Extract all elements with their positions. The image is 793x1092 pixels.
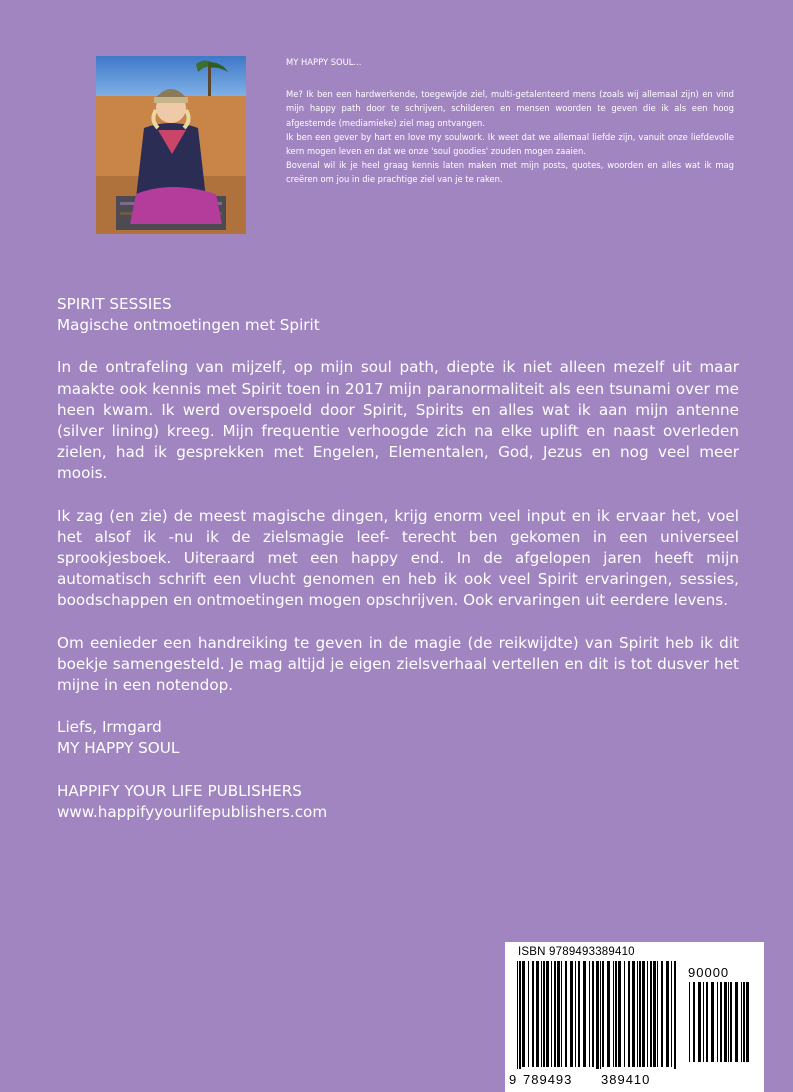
signoff: Liefs, Irmgard <box>57 718 162 737</box>
barcode-bar <box>522 961 525 1067</box>
barcode-bar <box>706 982 708 1062</box>
barcode-bar <box>653 961 656 1067</box>
barcode-bar <box>698 982 701 1062</box>
barcode-bar <box>720 982 722 1062</box>
barcode-bar <box>717 982 718 1062</box>
addon-barcode-bars <box>687 982 753 1078</box>
barcode-bar <box>565 961 567 1067</box>
barcode-bar <box>596 961 599 1069</box>
barcode-bar <box>730 982 732 1062</box>
barcode-bar <box>650 961 652 1067</box>
barcode-bar <box>618 961 621 1067</box>
barcode-bar <box>607 961 610 1067</box>
barcode-bar <box>589 961 590 1067</box>
barcode-bar <box>743 982 745 1062</box>
barcode-bar <box>624 961 625 1067</box>
bio-paragraph: Bovenal wil ik je heel graag kennis laten maken met mijn posts, quotes, woorden en alles wat ik mag creëren om jou in die prachtige ziel van je te raken. <box>286 160 734 185</box>
barcode-bar <box>551 961 552 1067</box>
book-subtitle: Magische ontmoetingen met Spirit <box>57 316 320 335</box>
barcode-bar <box>541 961 542 1067</box>
barcode-digits-right: 389410 <box>601 1072 651 1087</box>
barcode-bar <box>639 961 641 1067</box>
bio-title: MY HAPPY SOUL... <box>286 57 362 67</box>
barcode-bar <box>583 961 586 1067</box>
barcode-bar <box>671 961 672 1067</box>
barcode-bar <box>728 982 729 1062</box>
blurb-paragraph: Ik zag (en zie) de meest magische dingen, krijg enorm veel input en ik ervaar het, voel het alsof ik -nu ik de zielsmagie leef- terecht ben gekomen in een universeel sprookjesboek. Uiteraard met een happy end. In de afgelopen jaren heeft mijn automatisch schrift een vlucht genomen en heb ik ook veel Spirit ervaringen, sessies, boodschappen en ontmoetingen mogen opschrijven. Ook ervaringen uit eerdere levens. <box>57 506 739 610</box>
barcode-bar <box>746 982 749 1062</box>
isbn-barcode <box>505 942 764 1092</box>
barcode-digit-lead: 9 <box>509 1072 518 1087</box>
isbn-label: ISBN 9789493389410 <box>518 946 635 958</box>
barcode-bar <box>546 961 549 1067</box>
barcode-bar <box>642 961 645 1067</box>
barcode-bar <box>613 961 614 1067</box>
bio-paragraph: Ik ben een gever by hart en love my soulwork. Ik weet dat we allemaal liefde zijn, vanuit onze liefdevolle kern mogen leven en dat we onze 'soul goodies' zouden mogen zaaien. <box>286 131 734 157</box>
barcode-bar <box>628 961 630 1067</box>
barcode-bar <box>735 982 738 1062</box>
publisher-website: www.happifyyourlifepublishers.com <box>57 802 328 821</box>
barcode-digits-left: 789493 <box>523 1072 573 1087</box>
barcode-bar <box>689 982 690 1062</box>
book-title: SPIRIT SESSIES <box>57 295 172 313</box>
blurb-paragraph: In de ontrafeling van mijzelf, op mijn soul path, diepte ik niet alleen mezelf uit maar maakte ook kennis met Spirit toen in 2017 mijn paranormaliteit als een tsunami over me heen kwam. Ik werd overspoeld door Spirit, Spirits en alles wat ik aan mijn antenne (silver lining) kreeg. Mijn frequentie verhoogde zich na elke uplift en naast overleden zielen, had ik gesprekken met Engelen, Elementalen, God, Jezus en nog veel meer moois. <box>57 358 739 483</box>
barcode-bar <box>570 961 573 1067</box>
barcode-bar <box>543 961 545 1067</box>
barcode-bar <box>615 961 617 1067</box>
barcode-bar <box>528 961 529 1067</box>
barcode-bar <box>519 961 521 1069</box>
barcode-bar <box>602 961 604 1067</box>
back-cover-text <box>57 294 739 823</box>
barcode-bar <box>703 982 704 1062</box>
barcode-bar <box>592 961 594 1067</box>
barcode-bar <box>575 961 576 1067</box>
price-code: 90000 <box>688 965 730 980</box>
barcode-bar <box>536 961 539 1067</box>
barcode-bar <box>578 961 580 1067</box>
author-photo <box>96 56 246 234</box>
barcode-bar <box>724 982 727 1062</box>
bio-paragraph: Me? Ik ben een hardwerkende, toegewijde ziel, multi-getalenteerd mens (zoals wij allemaal zijn) en vind mijn happy path door te schrijven, schilderen en mensen woorden te geven die ik als een hoog afgestemde (mediamieke) ziel mag ontvangen. <box>286 89 734 128</box>
barcode-bar <box>661 961 663 1067</box>
blurb-paragraph: Om eenieder een handreiking te geven in de magie (de reikwijdte) van Spirit heb ik dit boekje samengesteld. Je mag altijd je eigen zielsverhaal vertellen en dit is tot dusver het mijne in een notendop. <box>57 633 739 695</box>
barcode-bar <box>532 961 534 1067</box>
barcode-bar <box>632 961 635 1067</box>
barcode-bar <box>711 982 714 1062</box>
barcode-bar <box>600 961 601 1069</box>
barcode-bar <box>517 961 518 1069</box>
barcode-bar <box>657 961 658 1067</box>
barcode-bar <box>674 961 676 1069</box>
barcode-bar <box>647 961 648 1067</box>
barcode-bar <box>561 961 562 1067</box>
barcode-bar <box>637 961 638 1067</box>
barcode-bar <box>741 982 742 1062</box>
author-photo-illustration <box>96 56 246 234</box>
barcode-bars <box>515 961 683 1069</box>
author-bio <box>286 55 734 187</box>
signature: MY HAPPY SOUL <box>57 739 180 758</box>
barcode-bar <box>693 982 695 1062</box>
barcode-bar <box>557 961 560 1067</box>
barcode-bar <box>666 961 669 1067</box>
barcode-bar <box>554 961 556 1067</box>
publisher-name: HAPPIFY YOUR LIFE PUBLISHERS <box>57 781 302 800</box>
